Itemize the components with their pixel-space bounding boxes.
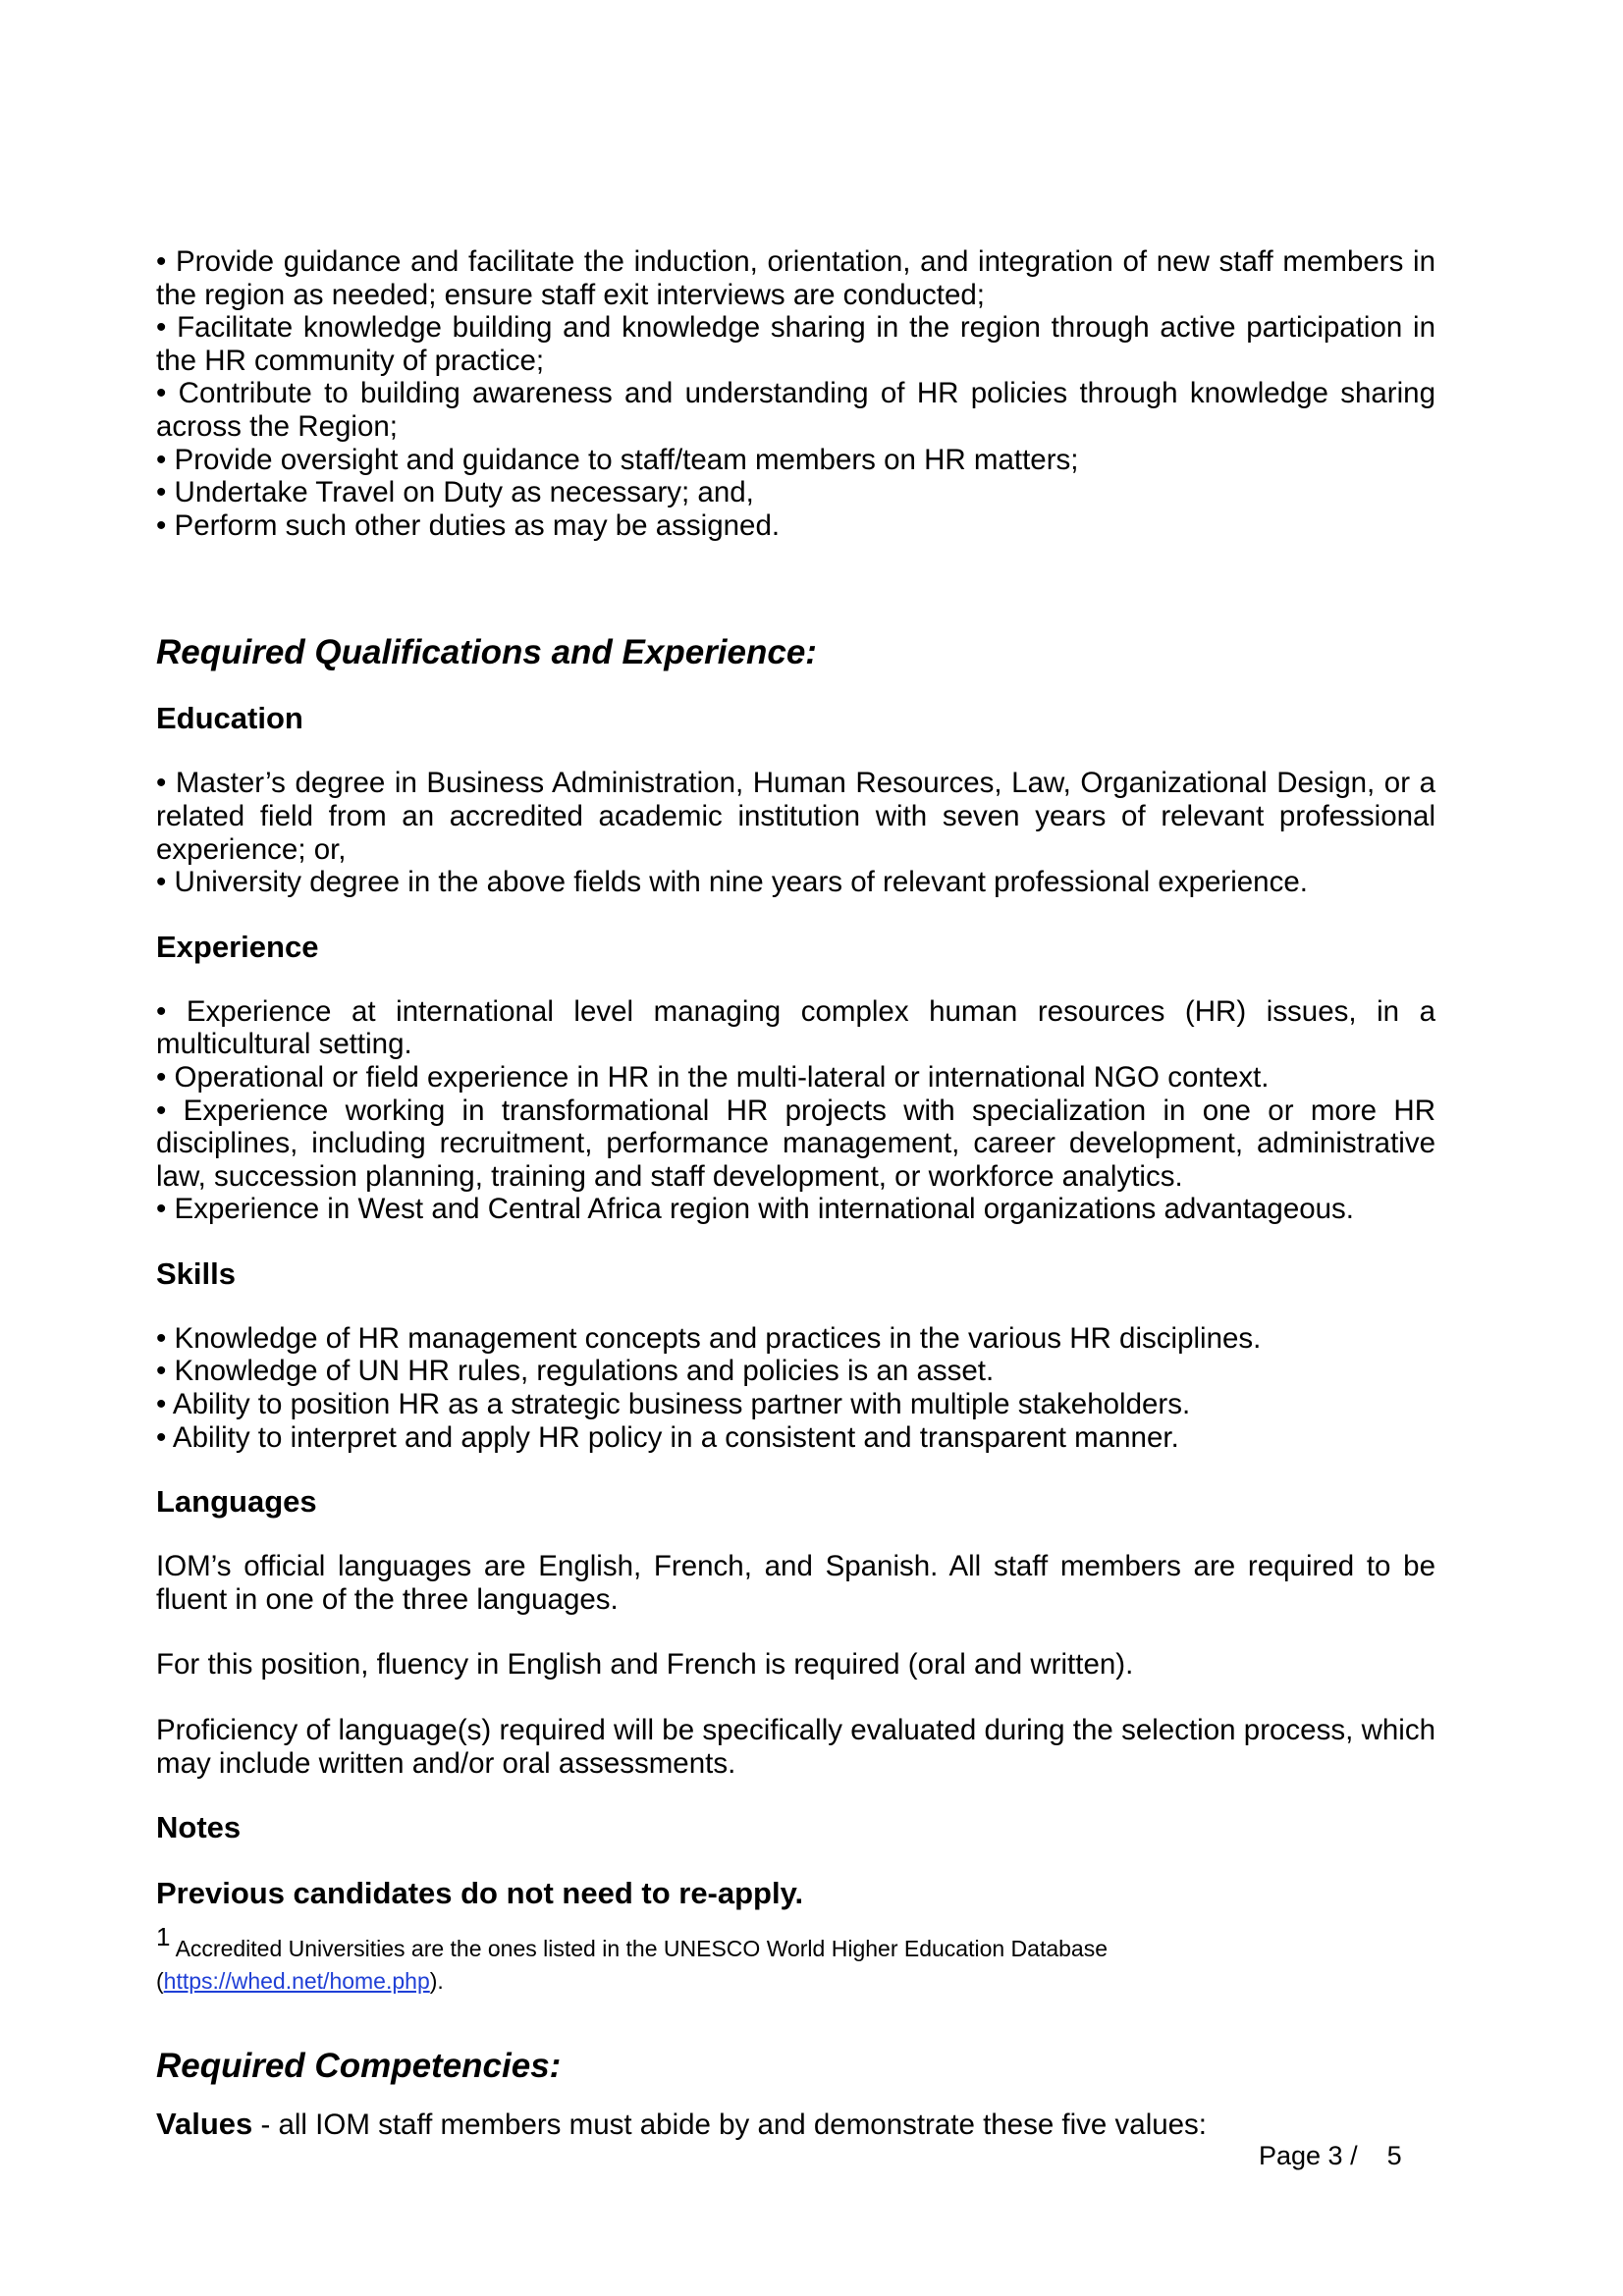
footnote-close-paren: ).	[429, 1968, 444, 1995]
values-text: - all IOM staff members must abide by and demonstrate these five values:	[252, 2109, 1208, 2142]
document-page	[156, 245, 1435, 2142]
languages-heading: Languages	[156, 1484, 317, 1520]
experience-heading: Experience	[156, 929, 319, 964]
education-heading: Education	[156, 701, 303, 736]
languages-assessment: Proficiency of language(s) required will be specifically evaluated during the selection process, which may include written and/or oral assessments.	[156, 1714, 1435, 1780]
competencies-title: Required Competencies:	[156, 2047, 562, 2086]
values-label: Values	[156, 2107, 253, 2142]
skills-list	[156, 1322, 1435, 1454]
footnote-marker: 1	[156, 1921, 171, 1951]
list-item: • Perform such other duties as may be assigned.	[156, 508, 781, 542]
list-item: • Undertake Travel on Duty as necessary; and,	[156, 476, 754, 509]
notes-heading: Notes	[156, 1810, 242, 1845]
list-item: • Provide oversight and guidance to staff/team members on HR matters;	[156, 443, 1079, 476]
page-number-total: 5	[1386, 2141, 1402, 2170]
list-item: • Provide guidance and facilitate the induction, orientation, and integration of new staff members in the region as needed; ensure staff exit interviews are conducted;	[156, 245, 1435, 311]
languages-requirement: For this position, fluency in English and French is required (oral and written).	[156, 1648, 1134, 1682]
list-item: • Knowledge of HR management concepts and practices in the various HR disciplines.	[156, 1321, 1262, 1355]
list-item: • Ability to interpret and apply HR policy in a consistent and transparent manner.	[156, 1420, 1179, 1454]
list-item: • Contribute to building awareness and understanding of HR policies through knowledge sharing across the Region;	[156, 377, 1435, 443]
values-line	[156, 2108, 1435, 2142]
whed-link[interactable]: https://whed.net/home.php	[163, 1968, 430, 1995]
footnote-text: Accredited Universities are the ones listed in the UNESCO World Higher Education Database	[170, 1936, 1109, 1962]
footnote-open-paren: (	[156, 1968, 164, 1995]
footnote	[156, 1921, 1435, 1998]
list-item: • Experience in West and Central Africa region with international organizations advantageous.	[156, 1193, 1355, 1226]
education-list	[156, 767, 1435, 898]
list-item: • University degree in the above fields with nine years of relevant professional experience.	[156, 866, 1308, 899]
list-item: • Ability to position HR as a strategic business partner with multiple stakeholders.	[156, 1388, 1191, 1421]
list-item: • Facilitate knowledge building and knowledge sharing in the region through active participation in the HR community of practice;	[156, 311, 1435, 377]
list-item: • Experience working in transformational HR projects with specialization in one or more HR disciplines, including recruitment, performance management, career development, administrative law, succession planning, training and staff development, or workforce analytics.	[156, 1094, 1435, 1193]
experience-list	[156, 995, 1435, 1226]
list-item: • Master’s degree in Business Administration, Human Resources, Law, Organizational Design, or a related field from an accredited academic institution with seven years of relevant professional experience; or,	[156, 767, 1435, 866]
page-number	[1259, 2140, 1402, 2171]
page-number-label: Page 3 /	[1259, 2141, 1358, 2170]
list-item: • Knowledge of UN HR rules, regulations and policies is an asset.	[156, 1355, 995, 1388]
list-item: • Experience at international level managing complex human resources (HR) issues, in a multicultural setting.	[156, 994, 1435, 1061]
languages-paragraph: IOM’s official languages are English, French, and Spanish. All staff members are required to be fluent in one of the three languages.	[156, 1550, 1435, 1616]
notes-notice: Previous candidates do not need to re-apply.	[156, 1876, 804, 1911]
list-item: • Operational or field experience in HR in the multi-lateral or international NGO context.	[156, 1060, 1270, 1094]
duties-list	[156, 245, 1435, 542]
qualifications-title: Required Qualifications and Experience:	[156, 633, 817, 672]
skills-heading: Skills	[156, 1255, 236, 1291]
